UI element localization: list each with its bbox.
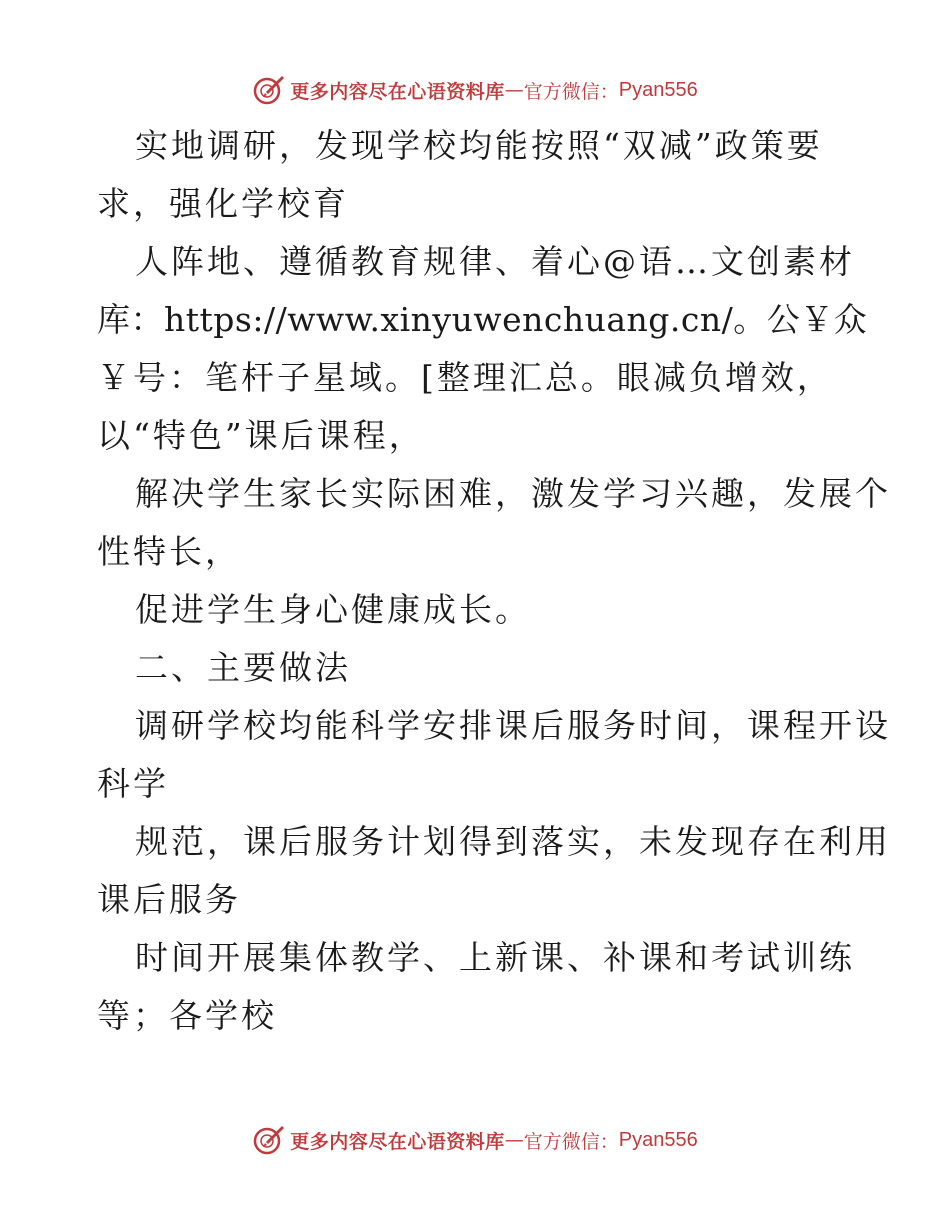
- body-line-12: 科学: [97, 764, 169, 803]
- body-line-5: ￥号：笔杆子星域。[整理汇总。眼减负增效，: [97, 358, 833, 397]
- banner-wechat-id: Pyan556: [618, 1128, 698, 1151]
- body-line-3: 人阵地、遵循教育规律、着心@语…文创素材: [135, 242, 855, 281]
- body-line-8: 性特长，: [97, 532, 241, 571]
- body-line-15: 时间开展集体教学、上新课、补课和考试训练: [135, 938, 855, 977]
- body-line-7: 解决学生家长实际困难，激发学习兴趣，发展个: [135, 474, 891, 513]
- banner-wechat-label: 官方微信：: [523, 80, 619, 103]
- document-body: [97, 117, 891, 1045]
- banner-wechat-id: Pyan556: [618, 78, 698, 101]
- section-heading: 二、主要做法: [135, 648, 351, 687]
- pen-logo-icon: [252, 73, 286, 107]
- banner-separator: —: [504, 79, 524, 101]
- body-line-16: 等；各学校: [97, 996, 277, 1035]
- body-line-1: 实地调研，发现学校均能按照“双减”政策要: [135, 126, 823, 165]
- banner-title: 更多内容尽在心语资料库: [290, 1130, 505, 1153]
- body-line-6: 以“特色”课后课程，: [97, 416, 425, 455]
- footer-banner: [0, 1120, 950, 1160]
- banner-wechat-label: 官方微信：: [523, 1130, 619, 1153]
- banner-separator: —: [504, 1129, 524, 1151]
- body-line-11: 调研学校均能科学安排课后服务时间，课程开设: [135, 706, 891, 745]
- header-banner: [0, 70, 950, 110]
- body-line-14: 课后服务: [97, 880, 241, 919]
- pen-logo-icon: [252, 1123, 286, 1157]
- body-line-4: 库：https://www.xinyuwenchuang.cn/。公￥众: [97, 300, 868, 339]
- body-line-9: 促进学生身心健康成长。: [135, 590, 531, 629]
- body-line-2: 求，强化学校育: [97, 184, 349, 223]
- banner-title: 更多内容尽在心语资料库: [290, 80, 505, 103]
- body-line-13: 规范，课后服务计划得到落实，未发现存在利用: [135, 822, 891, 861]
